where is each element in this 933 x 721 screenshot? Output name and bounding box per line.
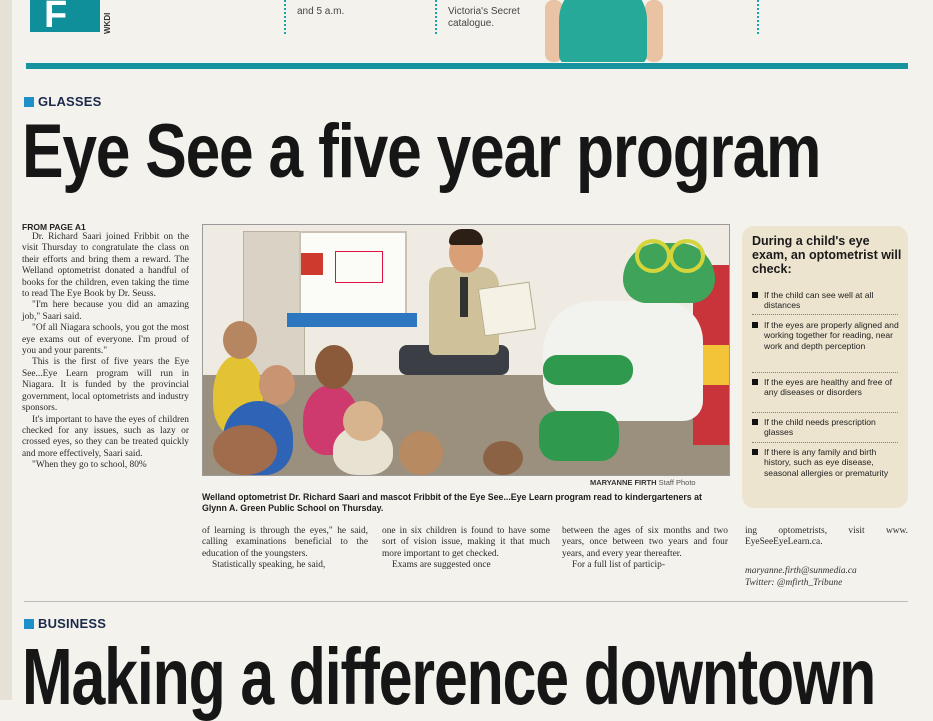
page-edge [0, 0, 12, 700]
story-kicker: GLASSES [24, 94, 102, 109]
article-column-3 [382, 526, 550, 572]
teaser-1: and 5 a.m. [297, 6, 345, 17]
author-email: maryanne.firth@sunmedia.ca [745, 566, 857, 576]
story-headline: Making a difference downtown [22, 632, 876, 721]
paragraph: "I'm here because you did an amazing job," Saari said. [22, 300, 189, 322]
from-page-label: FROM PAGE A1 [22, 222, 86, 232]
fact-box-title: During a child's eye exam, an optometrist will check: [752, 234, 902, 276]
teaser-2-line2: catalogue. [448, 18, 495, 29]
story-headline: Eye See a five year program [22, 109, 821, 194]
paragraph: "Of all Niagara schools, you got the most eye exams out of everyone. I'm proud of you and your parents." [22, 323, 189, 357]
section-logo [30, 0, 100, 36]
fact-item: If the child can see well at all distances [752, 290, 902, 311]
teaser-divider [757, 0, 759, 34]
fact-item: If there is any family and birth history, such as eye disease, seasonal allergies or prematurity [752, 447, 902, 478]
paragraph: of learning is through the eyes," he said, calling examinations beneficial to the education of the youngsters. [202, 526, 368, 559]
section-divider [24, 601, 908, 602]
fact-item: If the eyes are healthy and free of any diseases or disorders [752, 377, 902, 398]
article-column-2 [202, 526, 368, 572]
paragraph: "When they go to school, 80% [32, 460, 147, 471]
teaser-divider [435, 0, 437, 34]
fact-item: If the eyes are properly aligned and working together for reading, near work and depth perception [752, 320, 902, 351]
kicker-square-icon [24, 97, 34, 107]
photo-caption: Welland optometrist Dr. Richard Saari and mascot Fribbit of the Eye See...Eye Learn program read to kindergarteners at Glynn A. Green Public School on Thursday. [202, 492, 702, 513]
fact-box [742, 226, 908, 508]
logo-letter: F [44, 0, 68, 36]
fact-divider [752, 314, 898, 315]
paragraph: It's important to have the eyes of children checked for any issues, such as lazy or crossed eyes, so they can be treated quickly and more effectively, Saari said. [22, 414, 189, 459]
fact-divider [752, 372, 898, 373]
story-kicker: BUSINESS [24, 616, 106, 631]
photo-credit: MARYANNE FIRTH Staff Photo [590, 478, 696, 487]
paragraph: Exams are suggested once [392, 560, 491, 571]
teaser-divider [284, 0, 286, 34]
paragraph: For a full list of particip- [572, 560, 665, 571]
teaser-photo [545, 0, 663, 62]
fact-divider [752, 442, 898, 443]
section-rule [26, 63, 908, 69]
author-twitter: Twitter: @mfirth_Tribune [745, 578, 843, 588]
paragraph: ing optometrists, visit www. EyeSeeEyeLearn.ca. [745, 526, 908, 548]
teaser-2 [448, 6, 520, 30]
paragraph: This is the first of five years the Eye See...Eye Learn program will run in Niagara. It is funded by the provincial government, local optometrists and industry sponsors. [22, 357, 189, 414]
story-photo [202, 224, 730, 476]
paragraph: one in six children is found to have some sort of vision issue, making it that much more important to get checked. [382, 526, 550, 559]
fact-divider [752, 412, 898, 413]
paragraph: Dr. Richard Saari joined Fribbit on the visit Thursday to congratulate the class on their efforts and bring them a reward. The Welland optometrist donated a handful of books for the children, even taking the time to read The Eye Book by Dr. Seuss. [22, 232, 189, 300]
article-column-1 [22, 222, 189, 472]
teaser-2-line1: Victoria's Secret [448, 6, 520, 17]
paragraph: between the ages of six months and two years, once between two years and four years, and every year thereafter. [562, 526, 728, 559]
logo-vertical-text: WKDI [103, 12, 112, 34]
fact-item: If the child needs prescription glasses [752, 417, 902, 438]
article-column-5 [745, 526, 908, 549]
paragraph: Statistically speaking, he said, [212, 560, 326, 571]
kicker-square-icon [24, 619, 34, 629]
article-column-4 [562, 526, 728, 572]
